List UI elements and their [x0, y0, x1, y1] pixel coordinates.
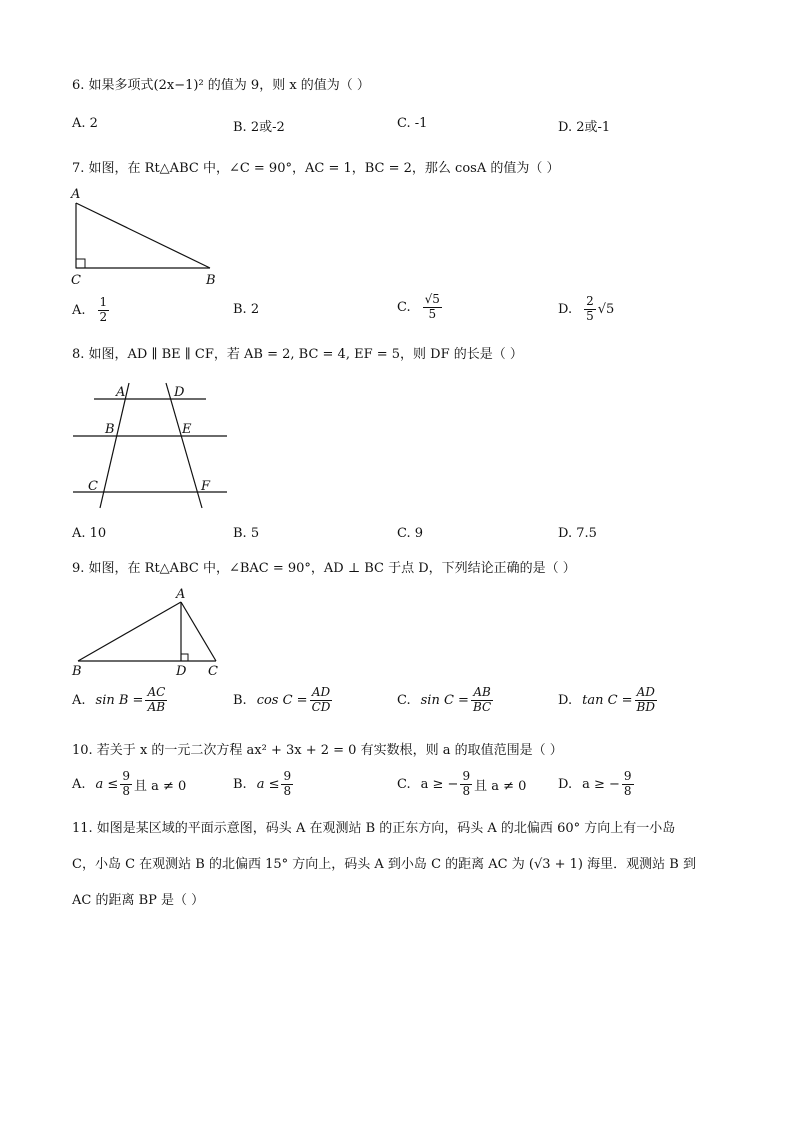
q7-option-d[interactable]: D. $\frac{2}{5}$ √5 [558, 294, 615, 323]
q10-option-b[interactable]: B. a ≤ $\frac{9}{8}$ [233, 769, 292, 798]
q8-label-b: B [105, 422, 115, 437]
q7-option-c[interactable]: C. $\frac{√5}{5}$ [397, 292, 440, 321]
q9-label-d: D [176, 664, 187, 679]
q8-label-a: A [116, 385, 126, 400]
q7-label-c: C [71, 273, 81, 288]
fraction: $\frac{1}{2}$ [99, 295, 108, 324]
q9-option-c[interactable]: C. sin C = $\frac{AB}{BC}$ [397, 685, 492, 714]
q11-line-1: 11. 如图是某区域的平面示意图，码头 A 在观测站 B 的正东方向，码头 A 的北偏西 60° 方向上有一小岛 [72, 821, 676, 836]
q6-option-d[interactable]: D. 2或-1 [558, 120, 611, 135]
fraction: $\frac{AD}{CD}$ [311, 685, 331, 714]
q8-option-b[interactable]: B. 5 [233, 526, 260, 541]
q6-option-b[interactable]: B. 2或-2 [233, 120, 285, 135]
fraction: $\frac{√5}{5}$ [424, 292, 440, 321]
q8-option-c[interactable]: C. 9 [397, 526, 424, 541]
q9-option-a[interactable]: A. sin B = $\frac{AC}{AB}$ [72, 685, 166, 714]
fraction: $\frac{AD}{BD}$ [636, 685, 655, 714]
q8-option-a[interactable]: A. 10 [72, 526, 107, 541]
q7-option-b[interactable]: B. 2 [233, 302, 260, 317]
q7-triangle-figure [66, 183, 226, 289]
fraction: $\frac{2}{5}$ [586, 294, 594, 323]
q10-option-c[interactable]: C. a ≥ − $\frac{9}{8}$ 且 a ≠ 0 [397, 769, 527, 798]
q11-line-3: AC 的距离 BP 是（ ） [72, 893, 205, 908]
q9-option-b[interactable]: B. cos C = $\frac{AD}{CD}$ [233, 685, 331, 714]
q8-label-e: E [182, 422, 192, 437]
q6-option-c[interactable]: C. -1 [397, 116, 428, 131]
q10-option-a[interactable]: A. a ≤ $\frac{9}{8}$ 且 a ≠ 0 [72, 769, 187, 798]
q8-parallel-lines-figure [68, 378, 238, 514]
q9-triangle-figure [66, 584, 230, 680]
q7-label-a: A [71, 187, 81, 202]
fraction: $\frac{9}{8}$ [283, 769, 292, 798]
q9-stem: 9. 如图，在 Rt△ABC 中，∠BAC = 90°，AD ⊥ BC 于点 D，下列结论正确的是（ ） [72, 561, 576, 576]
q8-label-d: D [174, 385, 185, 400]
q8-label-c: C [88, 479, 98, 494]
fraction: $\frac{AB}{BC}$ [472, 685, 492, 714]
q7-option-a[interactable]: A. $\frac{1}{2}$ [72, 295, 108, 324]
q6-option-a[interactable]: A. 2 [72, 116, 98, 131]
fraction: $\frac{9}{8}$ [623, 769, 632, 798]
q11-line-2: C，小岛 C 在观测站 B 的北偏西 15° 方向上，码头 A 到小岛 C 的距离 AC 为 (√3 + 1) 海里．观测站 B 到 [72, 857, 696, 872]
q9-label-b: B [72, 664, 82, 679]
q10-option-d[interactable]: D. a ≥ − $\frac{9}{8}$ [558, 769, 632, 798]
q7-stem: 7. 如图，在 Rt△ABC 中，∠C = 90°，AC = 1，BC = 2，那么 cosA 的值为（ ） [72, 161, 560, 176]
q9-option-d[interactable]: D. tan C = $\frac{AD}{BD}$ [558, 685, 655, 714]
q9-label-a: A [176, 587, 186, 602]
q8-option-d[interactable]: D. 7.5 [558, 526, 597, 541]
q7-label-b: B [206, 273, 216, 288]
q9-label-c: C [208, 664, 218, 679]
fraction: $\frac{AC}{AB}$ [147, 685, 166, 714]
q6-stem: 6. 如果多项式(2x−1)² 的值为 9，则 x 的值为（ ） [72, 78, 370, 93]
fraction: $\frac{9}{8}$ [462, 769, 471, 798]
fraction: $\frac{9}{8}$ [122, 769, 130, 798]
q8-label-f: F [201, 479, 211, 494]
q10-stem: 10. 若关于 x 的一元二次方程 ax² + 3x + 2 = 0 有实数根，则 a 的取值范围是（ ） [72, 743, 563, 758]
q8-stem: 8. 如图，AD ∥ BE ∥ CF，若 AB = 2, BC = 4, EF = 5，则 DF 的长是（ ） [72, 347, 523, 362]
